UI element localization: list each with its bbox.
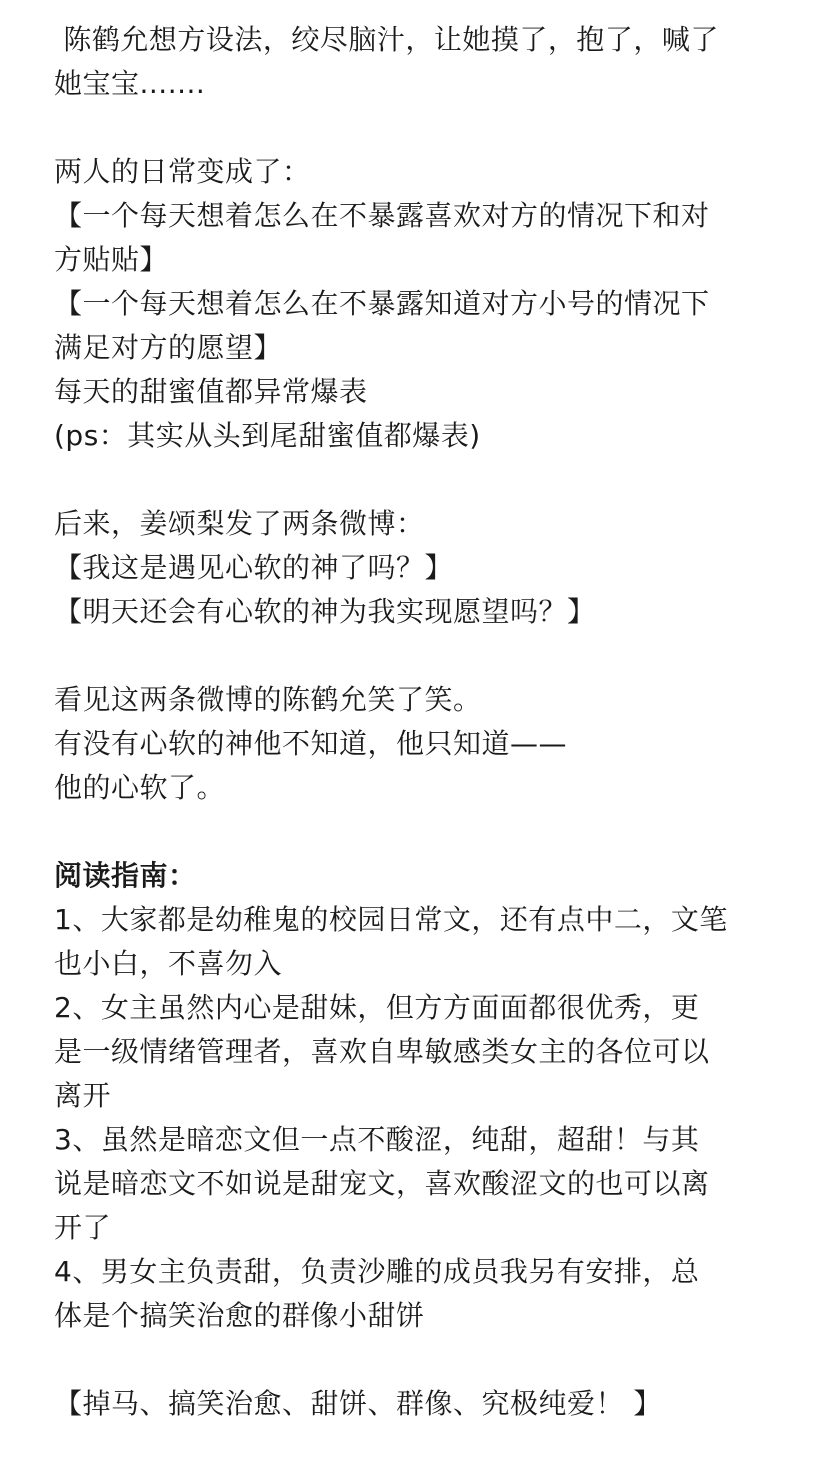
- text-line: 看见这两条微博的陈鹤允笑了笑。: [54, 683, 482, 716]
- text-line: 后来，姜颂梨发了两条微博：: [54, 507, 425, 540]
- text-line: 1、大家都是幼稚鬼的校园日常文，还有点中二，文笔: [54, 903, 728, 936]
- text-line: 也小白，不喜勿入: [54, 947, 283, 980]
- text-line: 方贴贴】: [54, 243, 169, 276]
- text-line: 有没有心软的神他不知道，他只知道——: [54, 727, 568, 760]
- text-line: 离开: [54, 1079, 112, 1112]
- blank-line: [54, 106, 784, 150]
- text-line: 【一个每天想着怎么在不暴露喜欢对方的情况下和对: [54, 199, 710, 232]
- text-line: 是一级情绪管理者，喜欢自卑敏感类女主的各位可以: [54, 1035, 710, 1068]
- text-line: (ps：其实从头到尾甜蜜值都爆表): [54, 419, 481, 452]
- text-line: 【明天还会有心软的神为我实现愿望吗？】: [54, 595, 596, 628]
- text-line: 【一个每天想着怎么在不暴露知道对方小号的情况下: [54, 287, 710, 320]
- blank-line: [54, 810, 784, 854]
- text-line: 3、虽然是暗恋文但一点不酸涩，纯甜，超甜！与其: [54, 1123, 700, 1156]
- text-line: 【我这是遇见心软的神了吗？】: [54, 551, 454, 584]
- text-line: 4、男女主负责甜，负责沙雕的成员我另有安排，总: [54, 1255, 700, 1288]
- text-line: 他的心软了。: [54, 771, 226, 804]
- text-line: 她宝宝.......: [54, 67, 206, 100]
- text-line: 每天的甜蜜值都异常爆表: [54, 375, 368, 408]
- text-line: 说是暗恋文不如说是甜宠文，喜欢酸涩文的也可以离: [54, 1167, 710, 1200]
- blank-line: [54, 458, 784, 502]
- tags-line: 【掉马、搞笑治愈、甜饼、群像、究极纯爱！ 】: [54, 1387, 662, 1420]
- text-line: 开了: [54, 1211, 112, 1244]
- reading-guide-heading: 阅读指南：: [54, 859, 197, 892]
- text-line: 2、女主虽然内心是甜妹，但方方面面都很优秀，更: [54, 991, 700, 1024]
- blank-line: [54, 1338, 784, 1382]
- article-body: [54, 18, 784, 1426]
- text-line: 两人的日常变成了：: [54, 155, 311, 188]
- text-line: 体是个搞笑治愈的群像小甜饼: [54, 1299, 425, 1332]
- text-line: 满足对方的愿望】: [54, 331, 283, 364]
- text-line: 陈鹤允想方设法，绞尽脑汁，让她摸了，抱了，喊了: [54, 23, 719, 56]
- blank-line: [54, 634, 784, 678]
